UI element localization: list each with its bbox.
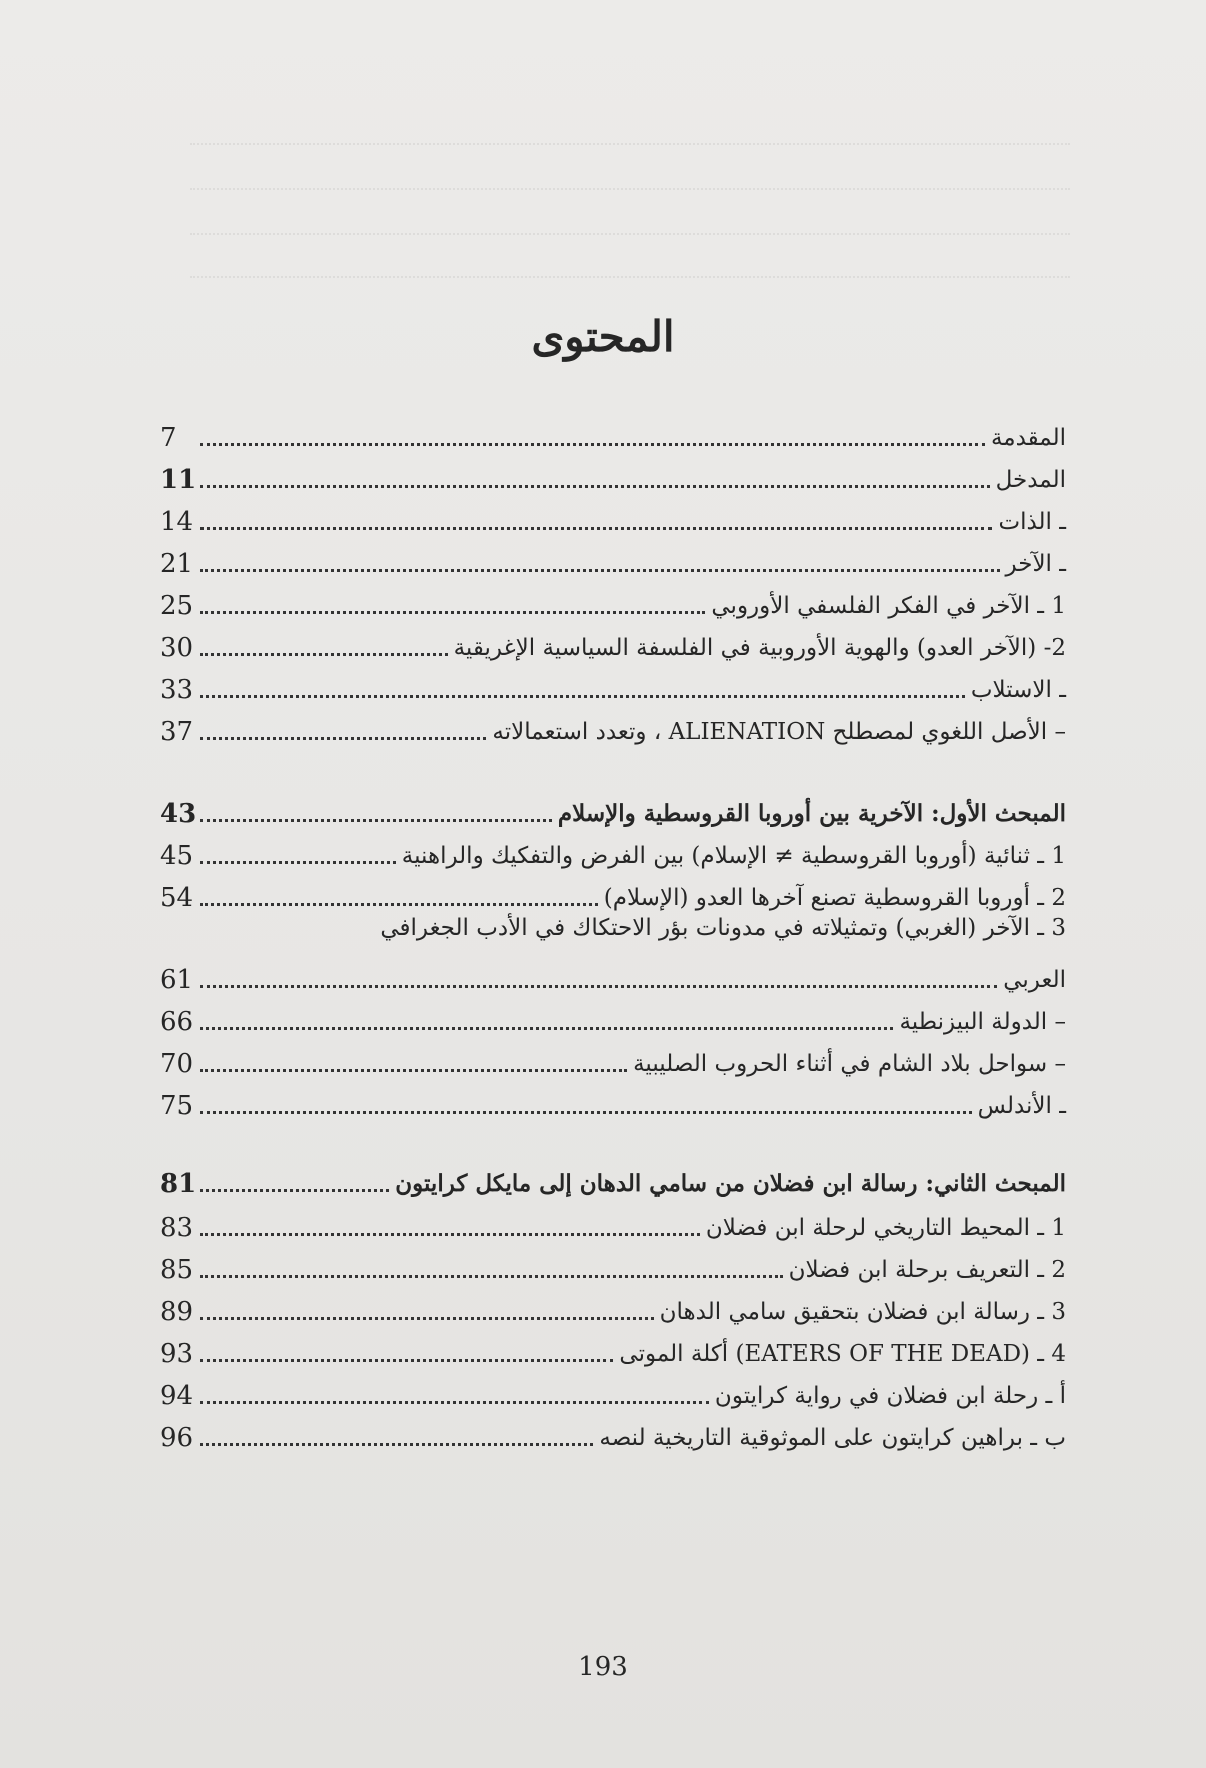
toc-entry-page: 85 [160, 1255, 194, 1285]
toc-entry-medieval-europe [160, 874, 1066, 914]
toc-entry-page: 30 [160, 633, 194, 663]
toc-entry-page: 37 [160, 717, 194, 747]
leader-dots [200, 1401, 709, 1404]
toc-entry-text: 3 ـ الآخر (الغربي) وتمثيلاته في مدونات بؤر الاحتكاك في الأدب الجغرافي [380, 915, 1066, 941]
page-number: 193 [578, 1652, 628, 1682]
toc-entry-eaters-of-the-dead [160, 1330, 1066, 1370]
toc-entry-andalus [160, 1082, 1066, 1122]
toc-entry-text: 2 ـ أوروبا القروسطية تصنع آخرها العدو (الإسلام) [603, 885, 1066, 911]
leader-dots [200, 569, 1000, 572]
toc-entry-crichton-proofs [160, 1414, 1066, 1454]
leader-dots [200, 485, 989, 488]
leader-dots [200, 653, 448, 656]
toc-entry-section-two [160, 1160, 1066, 1200]
leader-dots [200, 695, 965, 698]
toc-entry-section-one [160, 790, 1066, 830]
toc-entry-entrance [160, 456, 1066, 496]
leader-dots [200, 1275, 783, 1278]
leader-dots [200, 1069, 627, 1072]
toc-entry-other [160, 540, 1066, 580]
leader-dots [200, 1111, 972, 1114]
toc-entry-page: 83 [160, 1213, 194, 1243]
toc-entry-page: 11 [160, 465, 197, 495]
toc-entry-text: 1 ـ ثنائية (أوروبا القروسطية ≠ الإسلام) بين الفرض والتفكيك والراهنية [401, 843, 1066, 869]
toc-entry-page: 33 [160, 675, 194, 705]
toc-entry-alienation-origin [160, 708, 1066, 748]
toc-entry-text: ـ الأندلس [977, 1093, 1066, 1119]
leader-dots [200, 1359, 613, 1362]
leader-dots [200, 903, 598, 906]
toc-entry-page: 96 [160, 1423, 194, 1453]
toc-entry-text: المبحث الثاني: رسالة ابن فضلان من سامي الدهان إلى مايكل كرايتون [395, 1170, 1066, 1197]
leader-dots [200, 985, 997, 988]
toc-entry-page: 89 [160, 1297, 194, 1327]
toc-entry-text: 2 ـ التعريف برحلة ابن فضلان [788, 1257, 1066, 1283]
toc-entry-byzantine [160, 998, 1066, 1038]
toc-entry-page: 75 [160, 1091, 194, 1121]
toc-entry-page: 21 [160, 549, 194, 579]
toc-entry-text: 1 ـ المحيط التاريخي لرحلة ابن فضلان [705, 1215, 1066, 1241]
toc-entry-page: 54 [160, 883, 194, 913]
toc-entry-text: المدخل [995, 467, 1066, 493]
toc-entry-page: 25 [160, 591, 194, 621]
toc-entry-page: 94 [160, 1381, 194, 1411]
toc-entry-page: 14 [160, 507, 194, 537]
leader-dots [200, 443, 985, 446]
leader-dots [200, 737, 486, 740]
leader-dots [200, 819, 552, 822]
toc-entry-text: ـ الآخر [1005, 551, 1066, 577]
toc-entry-page: 81 [160, 1169, 197, 1199]
toc-entry-western-other-line1 [160, 912, 1066, 944]
leader-dots [200, 527, 992, 530]
toc-entry-text: 2- (الآخر العدو) والهوية الأوروبية في الفلسفة السياسية الإغريقية [453, 635, 1066, 661]
toc-entry-page: 61 [160, 965, 194, 995]
toc-entry-text: – سواحل بلاد الشام في أثناء الحروب الصليبية [633, 1051, 1066, 1077]
leader-dots [200, 1443, 593, 1446]
leader-dots [200, 1189, 389, 1192]
toc-entry-text: العربي [1003, 967, 1066, 993]
toc-entry-page: 70 [160, 1049, 194, 1079]
toc-entry-historical-context [160, 1204, 1066, 1244]
toc-entry-alienation [160, 666, 1066, 706]
toc-entry-text: المبحث الأول: الآخرية بين أوروبا القروسطية والإسلام [557, 800, 1066, 827]
toc-entry-text: 3 ـ رسالة ابن فضلان بتحقيق سامي الدهان [659, 1299, 1066, 1325]
toc-entry-text: 1 ـ الآخر في الفكر الفلسفي الأوروبي [711, 593, 1066, 619]
toc-entry-introduction [160, 414, 1066, 454]
leader-dots [200, 1317, 654, 1320]
toc-entry-page: 7 [160, 423, 177, 453]
toc-entry-enemy-other [160, 624, 1066, 664]
toc-entry-duality [160, 832, 1066, 872]
toc-entry-text: أ ـ رحلة ابن فضلان في رواية كرايتون [714, 1383, 1066, 1409]
leader-dots [200, 1233, 700, 1236]
toc-entry-text: – الأصل اللغوي لمصطلح ALIENATION ، وتعدد استعمالاته [492, 719, 1066, 745]
toc-entry-levant-coasts [160, 1040, 1066, 1080]
toc-entry-self [160, 498, 1066, 538]
toc-entry-journey-intro [160, 1246, 1066, 1286]
toc-entry-crichton-novel [160, 1372, 1066, 1412]
toc-entry-page: 93 [160, 1339, 194, 1369]
toc-entry-page: 43 [160, 799, 197, 829]
toc-entry-other-philosophy [160, 582, 1066, 622]
toc-entry-text: ب ـ براهين كرايتون على الموثوقية التاريخية لنصه [599, 1425, 1066, 1451]
leader-dots [200, 1027, 893, 1030]
toc-entry-page: 66 [160, 1007, 194, 1037]
toc-entry-text: ـ الاستلاب [970, 677, 1066, 703]
leader-dots [200, 611, 705, 614]
page-title: المحتوى [531, 312, 675, 361]
toc-entry-text: 4 ـ (EATERS OF THE DEAD) أكلة الموتى [619, 1341, 1066, 1367]
toc-entry-page: 45 [160, 841, 194, 871]
toc-entry-text: المقدمة [990, 425, 1066, 451]
toc-entry-dahhan-edition [160, 1288, 1066, 1328]
toc-entry-text: – الدولة البيزنطية [899, 1009, 1066, 1035]
leader-dots [200, 861, 396, 864]
toc-entry-text: ـ الذات [998, 509, 1066, 535]
toc-entry-western-other-line2 [160, 956, 1066, 996]
